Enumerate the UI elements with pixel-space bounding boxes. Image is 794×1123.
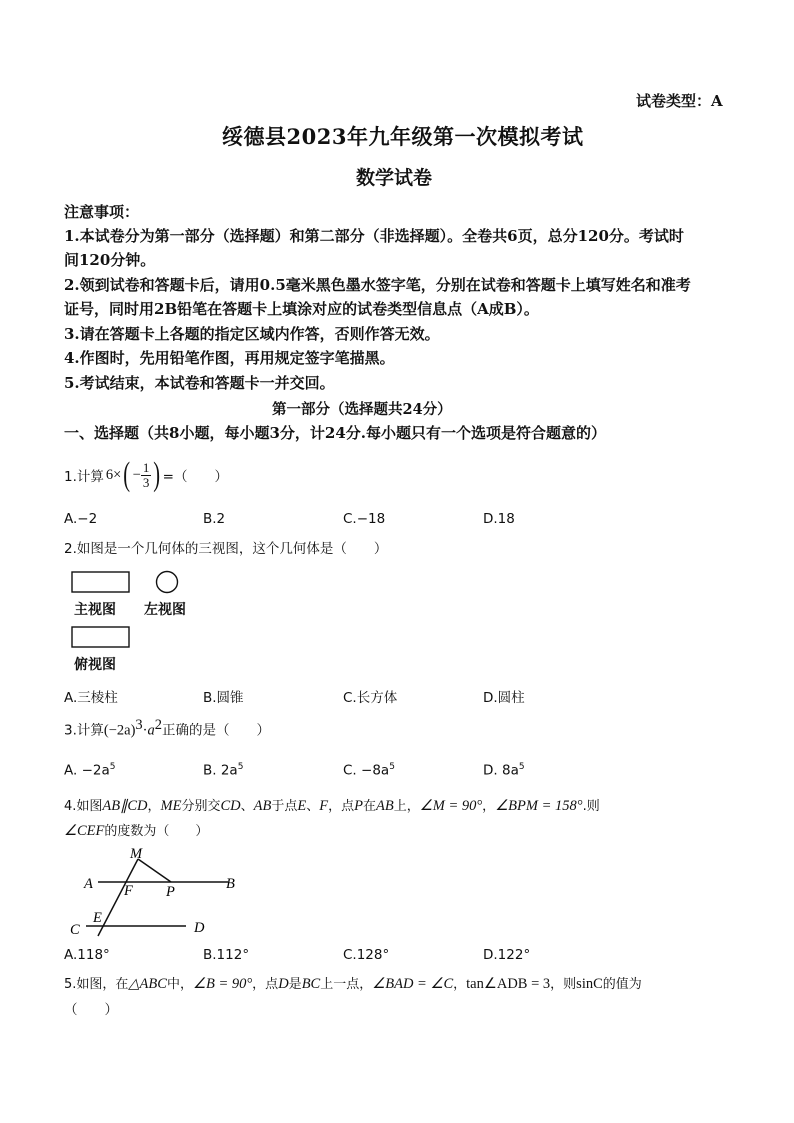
section1-title: 一、选择题（共8小题，每小题3分，计24分.每小题只有一个选项是符合题意的）: [64, 424, 606, 442]
q5-t3: 中，: [166, 977, 193, 992]
q1-times: ×: [113, 466, 122, 483]
question-1: [64, 453, 228, 497]
q3-option-c-text: C. −8a: [343, 762, 390, 779]
label-f: F: [124, 883, 133, 899]
q2-option-c[interactable]: C.长方体: [343, 690, 398, 706]
notice-heading: 注意事项：: [64, 203, 140, 221]
label-d: D: [194, 920, 205, 936]
q3-base: (−2a): [103, 722, 136, 739]
q4-t-end: 的度数为（ ）: [104, 824, 209, 839]
q2-option-b[interactable]: B.圆锥: [203, 690, 244, 706]
q1-minus: −: [132, 466, 141, 483]
q4-t-a: 4.如图: [64, 799, 103, 814]
q4-option-b[interactable]: B.112°: [203, 947, 250, 963]
q4-t-p: AB: [376, 798, 394, 814]
q4-t-e: 分别交: [181, 799, 221, 814]
q4-t-h: AB: [253, 798, 272, 814]
front-view-rect: [72, 572, 129, 592]
front-view-label: 主视图: [74, 602, 116, 618]
q4-parallel-lines-figure: [66, 842, 246, 938]
q5-t2: △ABC: [128, 976, 167, 992]
q5-t8: BC: [301, 976, 321, 992]
q4-option-d[interactable]: D.122°: [483, 947, 531, 963]
q4-t-k: 、: [306, 799, 320, 814]
q5-t12: tan∠ADB = 3: [466, 976, 551, 992]
q4-t-u: .则: [582, 799, 600, 814]
notice-line-5: 3.请在答题卡上各题的指定区域内作答，否则作答无效。: [64, 325, 440, 343]
label-b: B: [226, 876, 235, 892]
q3-option-d-text: D. 8a: [483, 762, 519, 779]
q1-six: 6: [105, 466, 114, 483]
q3-option-c-exp: 5: [389, 762, 395, 772]
q2-option-d[interactable]: D.圆柱: [483, 690, 525, 706]
question-4-line-1: [64, 795, 600, 815]
q5-t6: D: [278, 976, 289, 992]
q2-option-a[interactable]: A.三棱柱: [64, 690, 118, 706]
q3-a: a: [147, 722, 155, 739]
q3-option-c[interactable]: [343, 762, 395, 779]
label-m: M: [130, 846, 143, 862]
q5-t11: ，: [453, 977, 467, 992]
q3-exp2: 2: [154, 717, 163, 733]
question-5-line-2: （ ）: [64, 1002, 118, 1018]
q3-option-b[interactable]: [203, 762, 243, 779]
q4-t-f: CD: [220, 798, 241, 814]
q3-dot: ·: [142, 722, 148, 739]
q5-t5: ，点: [252, 977, 279, 992]
exam-subtitle: 数学试卷: [356, 167, 433, 189]
question-3: [64, 717, 270, 740]
left-view-circle: [157, 572, 178, 593]
q1-suffix: =（ ）: [162, 469, 228, 485]
question-2: 2.如图是一个几何体的三视图，这个几何体是（ ）: [64, 541, 388, 557]
paper-type-label: 试卷类型：A: [636, 92, 723, 110]
line-mp: [138, 859, 171, 882]
q1-denominator: 3: [142, 474, 150, 490]
exam-title: 绥德县2023年九年级第一次模拟考试: [222, 124, 584, 149]
q3-option-b-text: B. 2a: [203, 762, 238, 779]
notice-line-2: 间120分钟。: [64, 251, 156, 269]
part1-title: 第一部分（选择题共24分）: [272, 401, 452, 418]
notice-line-4: 证号，同时用2B铅笔在答题卡上填涂对应的试卷类型信息点（A成B）。: [64, 300, 539, 318]
label-c: C: [70, 922, 80, 938]
q3-option-a-text: A. −2a: [64, 762, 110, 779]
q5-t13: ，则: [550, 977, 577, 992]
q4-t-b: AB∥CD: [102, 798, 148, 814]
label-e: E: [93, 910, 102, 926]
q1-paren-close: ): [153, 456, 161, 493]
q1-numerator: 1: [142, 459, 150, 475]
q5-t7: 是: [288, 977, 302, 992]
q3-option-d[interactable]: [483, 762, 525, 779]
q4-t-m: ，点: [328, 799, 355, 814]
q5-t1: 5.如图，在: [64, 977, 129, 992]
top-view-rect: [72, 627, 129, 647]
q3-suffix: 正确的是（ ）: [162, 722, 271, 739]
q4-option-c[interactable]: C.128°: [343, 947, 390, 963]
q1-option-b[interactable]: B.2: [203, 511, 226, 527]
q4-angle-cef: ∠CEF: [64, 823, 105, 839]
notice-line-6: 4.作图时，先用铅笔作图，再用规定签字笔描黑。: [64, 349, 395, 367]
q1-paren-open: (: [123, 456, 131, 493]
notice-line-3: 2.领到试卷和答题卡后，请用0.5毫米黑色墨水签字笔，分别在试卷和答题卡上填写姓名和准考: [64, 276, 691, 294]
q5-t14: sinC: [576, 976, 603, 992]
q4-t-g: 、: [240, 799, 254, 814]
q4-t-j: E: [297, 798, 307, 814]
label-p: P: [166, 884, 175, 900]
q3-option-b-exp: 5: [237, 762, 244, 772]
q1-fraction: [141, 461, 152, 490]
q4-t-t: ∠BPM = 158°: [495, 798, 583, 814]
q3-prefix: 3.计算: [64, 722, 104, 739]
q1-option-a[interactable]: A.−2: [64, 511, 98, 527]
q1-prefix: 1.计算: [64, 469, 104, 485]
q4-t-s: ，: [482, 799, 496, 814]
notice-line-1: 1.本试卷分为第一部分（选择题）和第二部分（非选择题）。全卷共6页，总分120分。考试时: [64, 227, 684, 245]
q1-option-d[interactable]: D.18: [483, 511, 515, 527]
question-4-line-2: [64, 820, 208, 840]
q4-t-i: 于点: [271, 799, 298, 814]
q1-option-c[interactable]: C.−18: [343, 511, 386, 527]
question-5-line-1: [64, 973, 642, 993]
q4-option-a[interactable]: A.118°: [64, 947, 110, 963]
q4-t-d: ME: [160, 798, 182, 814]
q4-t-n: P: [354, 798, 363, 814]
q5-t10: ∠BAD = ∠C: [372, 976, 454, 992]
q4-t-q: 上，: [393, 799, 420, 814]
q3-option-d-exp: 5: [518, 762, 525, 772]
q4-t-o: 在: [363, 799, 377, 814]
q4-t-c: ，: [147, 799, 161, 814]
q3-option-a-exp: 5: [109, 762, 116, 772]
top-view-label: 俯视图: [74, 657, 116, 673]
left-view-label: 左视图: [144, 602, 186, 618]
q4-t-l: F: [319, 798, 329, 814]
notice-line-7: 5.考试结束，本试卷和答题卡一并交回。: [64, 374, 335, 392]
q3-option-a[interactable]: [64, 762, 116, 779]
q4-t-r: ∠M = 90°: [419, 798, 483, 814]
q5-t15: 的值为: [602, 977, 642, 992]
q5-t9: 上一点，: [320, 977, 373, 992]
q5-t4: ∠B = 90°: [192, 976, 253, 992]
label-a: A: [84, 876, 93, 892]
q3-exp: 3: [135, 717, 143, 733]
